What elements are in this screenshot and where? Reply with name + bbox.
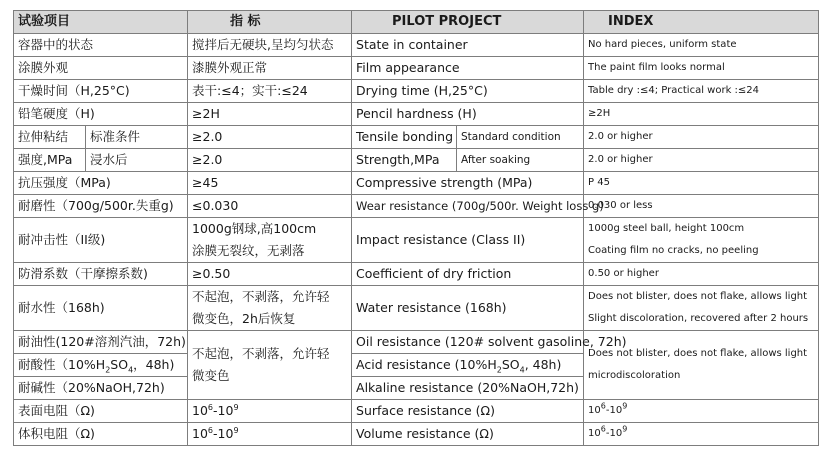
index-en: No hard pieces, uniform state: [584, 34, 819, 57]
index-cn-b: ≥2.0: [188, 149, 352, 172]
item-en: Compressive strength (MPa): [352, 172, 584, 195]
index-en-a: 2.0 or higher: [584, 126, 819, 149]
item-en: Impact resistance (Class II): [352, 218, 584, 263]
table-row: [14, 218, 819, 263]
item-en-sub-a: Standard condition: [457, 126, 584, 149]
index-en-line: Does not blister, does not flake, allows light: [588, 291, 808, 302]
table-row: [14, 103, 819, 126]
index-cn-line: 微变色: [192, 368, 230, 383]
item-cn: 表面电阻（Ω): [14, 400, 188, 423]
header-test-item: 试验项目: [14, 11, 188, 34]
index-en: The paint film looks normal: [584, 57, 819, 80]
index-en-line: 1000g steel ball, height 100cm: [588, 223, 745, 234]
table-row: [14, 263, 819, 286]
index-en: $10^6-10^9$: [584, 423, 819, 446]
index-en: ≥2H: [584, 103, 819, 126]
index-en: [584, 218, 819, 263]
item-cn: 耐水性（168h): [14, 286, 188, 331]
item-en: Coefficient of dry friction: [352, 263, 584, 286]
table-row: [14, 423, 819, 446]
index-en-line: Coating film no cracks, no peeling: [588, 245, 759, 256]
index-cn: $10^6-10^9$: [188, 400, 352, 423]
header-row: [14, 11, 819, 34]
item-cn-tensile-1: 拉伸粘结: [14, 126, 86, 149]
item-en: Wear resistance (700g/500r. Weight loss g): [352, 195, 584, 218]
table-row: [14, 57, 819, 80]
item-cn: 干燥时间（H,25°C): [14, 80, 188, 103]
index-en-line: Slight discoloration, recovered after 2 hours: [588, 313, 809, 324]
index-en: [584, 286, 819, 331]
item-cn-tensile-2: 强度,MPa: [14, 149, 86, 172]
item-cn: 体积电阻（Ω): [14, 423, 188, 446]
index-cn: ≥45: [188, 172, 352, 195]
table-row-tensile-b: [14, 149, 819, 172]
item-en-tensile-1: Tensile bonding: [352, 126, 457, 149]
index-cn-line: 涂膜无裂纹，无剥落: [192, 243, 305, 258]
index-cn-line: 不起泡，不剥落，允许轻: [192, 346, 330, 361]
item-cn: 耐磨性（700g/500r.失重g): [14, 195, 188, 218]
header-index-cn: 指 标: [188, 11, 352, 34]
item-en-tensile-2: Strength,MPa: [352, 149, 457, 172]
index-cn: ≥0.50: [188, 263, 352, 286]
header-index-en: INDEX: [584, 11, 819, 34]
index-cn: 搅拌后无硬块,呈均匀状态: [188, 34, 352, 57]
table-row-oil: [14, 331, 819, 354]
item-en: Water resistance (168h): [352, 286, 584, 331]
item-en: Surface resistance (Ω): [352, 400, 584, 423]
index-cn-a: ≥2.0: [188, 126, 352, 149]
index-cn: [188, 286, 352, 331]
index-cn: 表干:≤4；实干:≤24: [188, 80, 352, 103]
item-cn: 铅笔硬度（H): [14, 103, 188, 126]
item-cn-acid: 耐酸性（$10\%H_2SO_4$，48h): [14, 354, 188, 377]
item-en-alkali: Alkaline resistance (20%NaOH,72h): [352, 377, 584, 400]
table-row: [14, 34, 819, 57]
item-cn: 防滑系数（干摩擦系数): [14, 263, 188, 286]
index-cn: ≤0.030: [188, 195, 352, 218]
index-cn: [188, 218, 352, 263]
index-cn-line: 不起泡，不剥落，允许轻: [192, 289, 330, 304]
index-en-b: 2.0 or higher: [584, 149, 819, 172]
item-en: Drying time (H,25°C): [352, 80, 584, 103]
item-cn: 耐冲击性（II级): [14, 218, 188, 263]
item-cn: 容器中的状态: [14, 34, 188, 57]
header-pilot-project: PILOT PROJECT: [352, 11, 584, 34]
index-cn-chem: [188, 331, 352, 400]
index-cn: ≥2H: [188, 103, 352, 126]
item-cn: 涂膜外观: [14, 57, 188, 80]
index-cn: $10^6-10^9$: [188, 423, 352, 446]
index-en: $10^6-10^9$: [584, 400, 819, 423]
item-en: State in container: [352, 34, 584, 57]
index-en: Table dry :≤4; Practical work :≤24: [584, 80, 819, 103]
table-row: [14, 286, 819, 331]
item-cn-alkali: 耐碱性（20%NaOH,72h): [14, 377, 188, 400]
index-cn-line: 微变色，2h后恢复: [192, 311, 296, 326]
item-cn-oil: 耐油性(120#溶剂汽油，72h): [14, 331, 188, 354]
table-row: [14, 172, 819, 195]
spec-table: [13, 10, 819, 446]
index-cn: 漆膜外观正常: [188, 57, 352, 80]
item-cn-sub-a: 标准条件: [86, 126, 188, 149]
index-en-line: Does not blister, does not flake, allows light: [588, 348, 808, 359]
table-row: [14, 195, 819, 218]
index-cn-line: 1000g钢球,高100cm: [192, 221, 317, 236]
item-cn: 抗压强度（MPa): [14, 172, 188, 195]
item-en-oil: Oil resistance (120# solvent gasoline, 72h): [352, 331, 584, 354]
table-row-tensile-a: [14, 126, 819, 149]
item-en: Pencil hardness (H): [352, 103, 584, 126]
item-en-acid: Acid resistance ($10\%H_2SO_4$, 48h): [352, 354, 584, 377]
index-en: 0.030 or less: [584, 195, 819, 218]
item-en: Volume resistance (Ω): [352, 423, 584, 446]
index-en-line: microdiscoloration: [588, 370, 681, 381]
index-en: P 45: [584, 172, 819, 195]
table-row: [14, 80, 819, 103]
item-cn-sub-b: 浸水后: [86, 149, 188, 172]
table-row: [14, 400, 819, 423]
item-en: Film appearance: [352, 57, 584, 80]
item-en-sub-b: After soaking: [457, 149, 584, 172]
index-en: 0.50 or higher: [584, 263, 819, 286]
